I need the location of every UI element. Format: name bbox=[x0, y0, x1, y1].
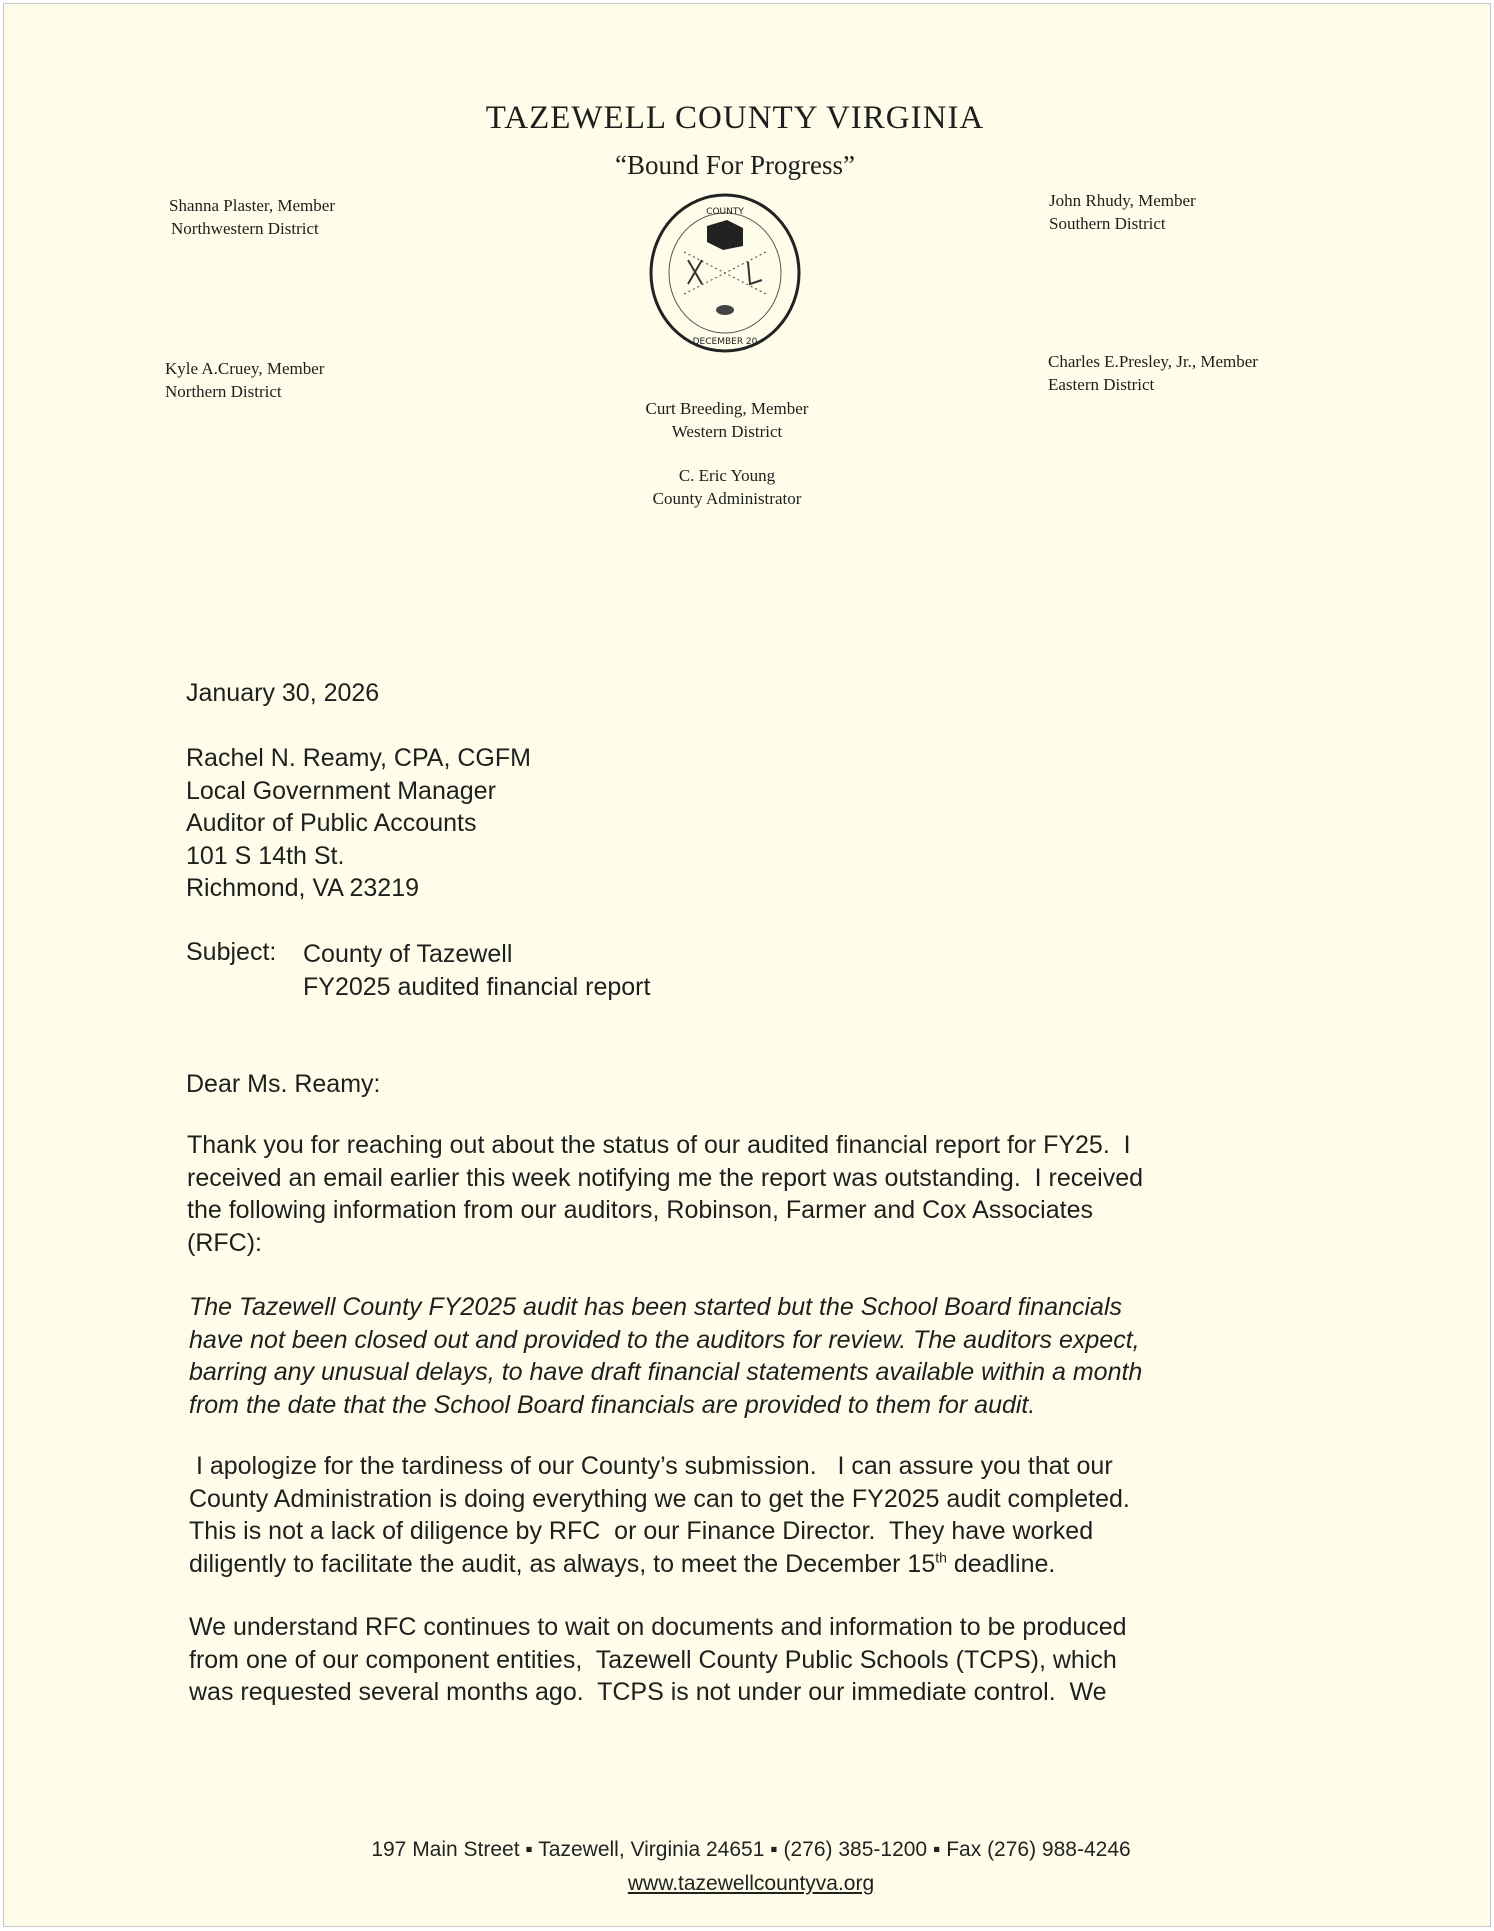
text-line: have not been closed out and provided to the auditors for review. The auditors expect, bbox=[189, 1325, 1140, 1354]
footer-address: 197 Main Street ▪ Tazewell, Virginia 24651 ▪ (276) 385-1200 ▪ Fax (276) 988-4246 bbox=[371, 1838, 1131, 1861]
subject-text bbox=[303, 938, 650, 1003]
text-line: County Administration is doing everything we can to get the FY2025 audit completed. bbox=[189, 1484, 1130, 1513]
member-name: Kyle A.Cruey, Member bbox=[165, 359, 325, 378]
recipient-address bbox=[186, 742, 531, 905]
text-line: I apologize for the tardiness of our County’s submission. I can assure you that our bbox=[189, 1452, 1113, 1480]
address-line: 101 S 14th St. bbox=[186, 841, 345, 870]
member-block bbox=[1049, 189, 1196, 235]
address-line: Auditor of Public Accounts bbox=[186, 809, 477, 837]
member-district: Northwestern District bbox=[171, 219, 319, 238]
text-line: Thank you for reaching out about the status of our audited financial report for FY25. I bbox=[187, 1131, 1131, 1159]
member-name: Shanna Plaster, Member bbox=[169, 196, 335, 215]
member-district: Southern District bbox=[1049, 214, 1166, 233]
text-line: the following information from our auditors, Robinson, Farmer and Cox Associates bbox=[187, 1196, 1093, 1224]
paragraph-3 bbox=[189, 1450, 1130, 1580]
paragraph-1 bbox=[187, 1129, 1143, 1259]
member-block bbox=[169, 194, 335, 240]
county-seal-logo bbox=[644, 192, 806, 354]
letter-date: January 30, 2026 bbox=[186, 679, 380, 707]
text-line: This is not a lack of diligence by RFC or our Finance Director. They have worked bbox=[189, 1517, 1094, 1545]
member-block bbox=[1048, 350, 1258, 396]
salutation: Dear Ms. Reamy: bbox=[186, 1070, 381, 1098]
member-name: Curt Breeding, Member bbox=[645, 399, 809, 418]
member-district: Eastern District bbox=[1048, 375, 1155, 394]
letterhead-motto: “Bound For Progress” bbox=[615, 150, 855, 180]
website-link[interactable]: www.tazewellcountyva.org bbox=[627, 1872, 875, 1895]
text-line: The Tazewell County FY2025 audit has been started but the School Board financials bbox=[189, 1293, 1122, 1321]
member-name: John Rhudy, Member bbox=[1049, 191, 1196, 210]
superscript: th bbox=[935, 1549, 947, 1566]
text-segment: diligently to facilitate the audit, as always, to meet the December 15 bbox=[189, 1549, 936, 1578]
address-line: Rachel N. Reamy, CPA, CGFM bbox=[186, 744, 531, 772]
text-segment: deadline. bbox=[946, 1549, 1056, 1578]
member-district: Western District bbox=[671, 422, 783, 441]
administrator-title: County Administrator bbox=[652, 489, 802, 508]
address-line: Richmond, VA 23219 bbox=[186, 874, 420, 902]
svg-text:COUNTY: COUNTY bbox=[706, 207, 744, 217]
text-line: received an email earlier this week notifying me the report was outstanding. I received bbox=[187, 1163, 1144, 1192]
text-line: was requested several months ago. TCPS is not under our immediate control. We bbox=[189, 1678, 1107, 1706]
administrator-name: C. Eric Young bbox=[678, 466, 776, 485]
text-line: from the date that the School Board financials are provided to them for audit. bbox=[189, 1390, 1036, 1419]
subject-label: Subject: bbox=[186, 938, 277, 966]
letterhead-title: TAZEWELL COUNTY VIRGINIA bbox=[485, 100, 985, 136]
text-line: (RFC): bbox=[187, 1228, 262, 1257]
text-line: from one of our component entities, Tazewell County Public Schools (TCPS), which bbox=[189, 1645, 1117, 1674]
paragraph-4 bbox=[189, 1611, 1127, 1709]
address-line: Local Government Manager bbox=[186, 776, 496, 805]
member-district: Northern District bbox=[165, 382, 282, 401]
text-line bbox=[189, 1548, 1130, 1581]
text-line: We understand RFC continues to wait on documents and information to be produced bbox=[189, 1613, 1127, 1641]
member-block bbox=[646, 397, 809, 443]
text-line: barring any unusual delays, to have draft financial statements available within a month bbox=[189, 1358, 1143, 1386]
subject-line: County of Tazewell bbox=[303, 940, 513, 968]
svg-text:DECEMBER 20: DECEMBER 20 bbox=[692, 337, 758, 347]
administrator-block bbox=[653, 464, 802, 510]
member-name: Charles E.Presley, Jr., Member bbox=[1048, 352, 1258, 371]
letter-page bbox=[3, 3, 1491, 1927]
subject-line: FY2025 audited financial report bbox=[303, 972, 651, 1001]
member-block bbox=[165, 357, 324, 403]
auditor-quote bbox=[189, 1291, 1142, 1421]
